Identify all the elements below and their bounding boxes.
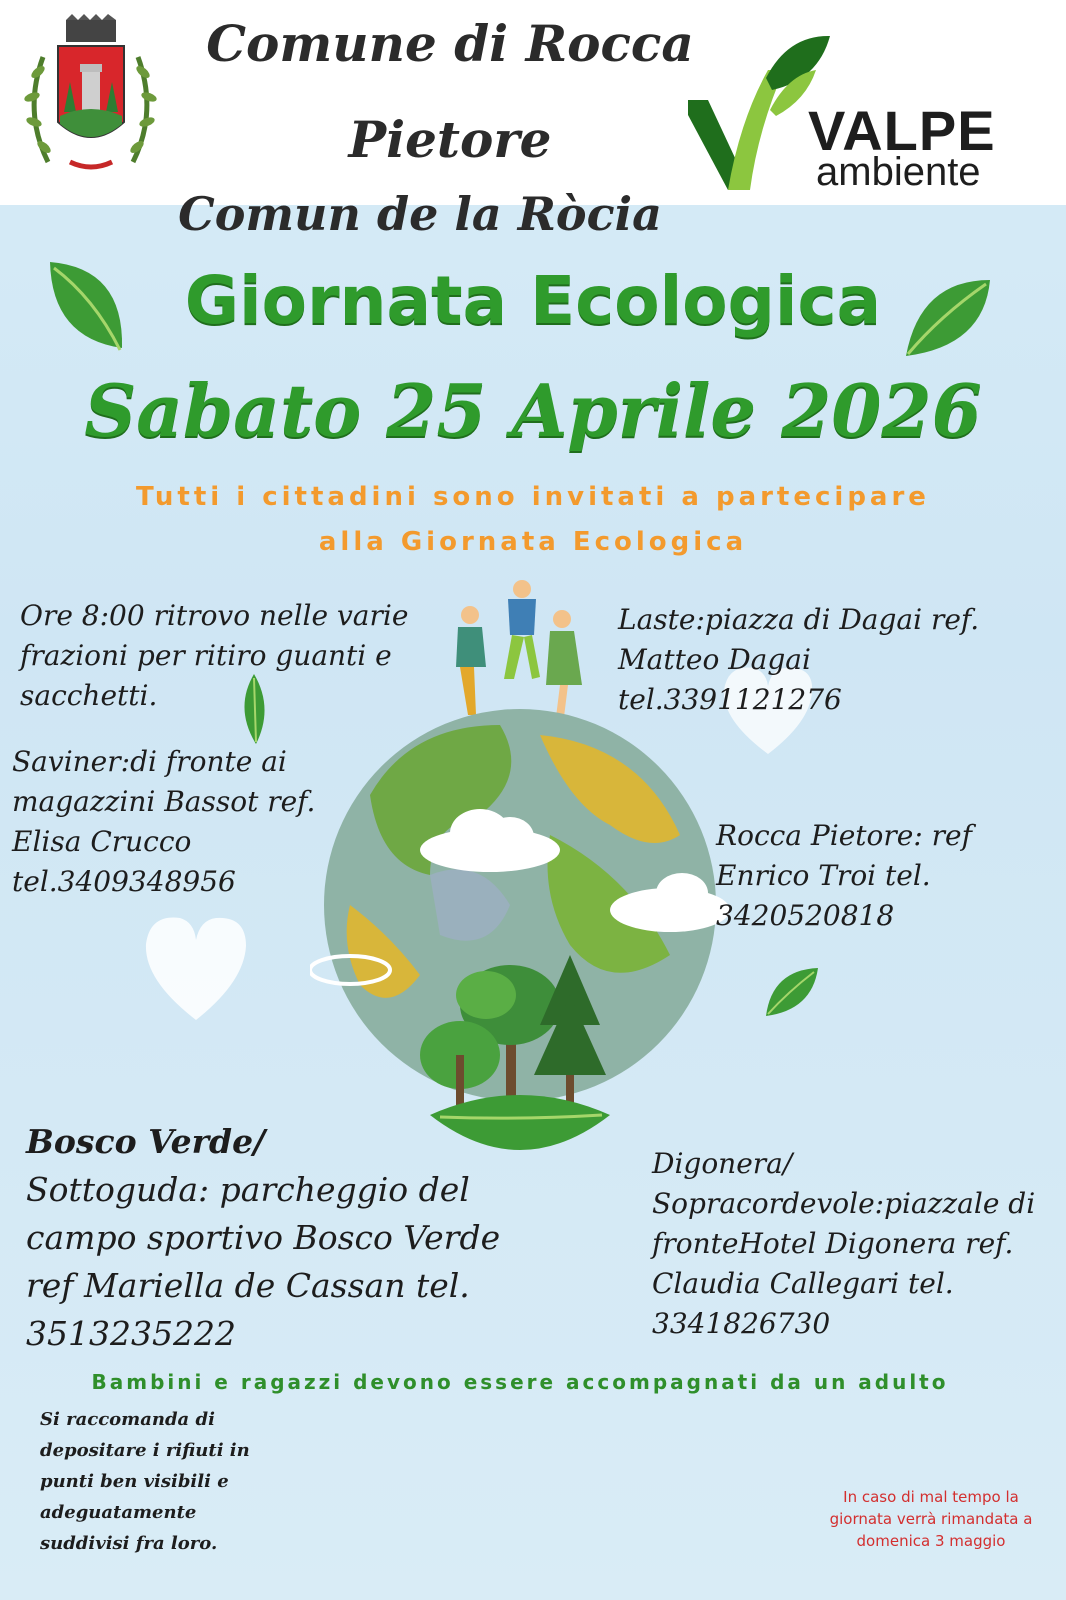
- event-title: Giornata Ecologica: [184, 262, 882, 339]
- leaf-icon: [762, 966, 820, 1018]
- rocca-pietore-meeting-point: Rocca Pietore: ref Enrico Troi tel. 3420520818: [716, 819, 972, 932]
- saviner-meeting-point: Saviner:di fronte ai magazzini Bassot ref. Elisa Crucco tel.3409348956: [12, 745, 316, 898]
- municipality-ladin-name: Comun de la Ròcia: [178, 187, 662, 241]
- laste-meeting-point: Laste:piazza di Dagai ref. Matteo Dagai tel.3391121276: [618, 603, 980, 716]
- municipality-name-line1: Comune di Rocca: [206, 14, 694, 73]
- municipal-crest-icon: [18, 12, 163, 184]
- valpe-brand-subtitle: ambiente: [816, 150, 981, 194]
- invitation-line1: Tutti i cittadini sono invitati a partecipare: [136, 482, 930, 512]
- municipality-name-line2: Pietore: [348, 110, 552, 169]
- dancing-people-icon: [456, 580, 582, 717]
- children-notice: Bambini e ragazzi devono essere accompagnati da un adulto: [91, 1370, 949, 1394]
- bad-weather-notice: In caso di mal tempo la giornata verrà rimandata a domenica 3 maggio: [829, 1488, 1033, 1550]
- meeting-time-info: Ore 8:00 ritrovo nelle varie frazioni per ritiro guanti e sacchetti.: [20, 599, 409, 712]
- bosco-verde-meeting-point: [26, 1118, 526, 1358]
- invitation-line2: alla Giornata Ecologica: [318, 527, 748, 557]
- event-date: Sabato 25 Aprile 2026: [84, 368, 982, 453]
- valpe-brand-name: VALPE: [808, 99, 996, 162]
- bosco-verde-details: Sottoguda: parcheggio del campo sportivo Bosco Verde ref Mariella de Cassan tel. 3513235222: [26, 1170, 501, 1353]
- waste-advice: Si raccomanda di depositare i rifiuti in punti ben visibili e adeguatamente suddivisi fra loro.: [40, 1409, 250, 1554]
- bosco-verde-heading: Bosco Verde/: [26, 1122, 266, 1161]
- heart-icon: [140, 910, 252, 1026]
- digonera-meeting-point: Digonera/ Sopracordevole:piazzale di fronteHotel Digonera ref. Claudia Callegari tel. 3341826730: [652, 1147, 1036, 1340]
